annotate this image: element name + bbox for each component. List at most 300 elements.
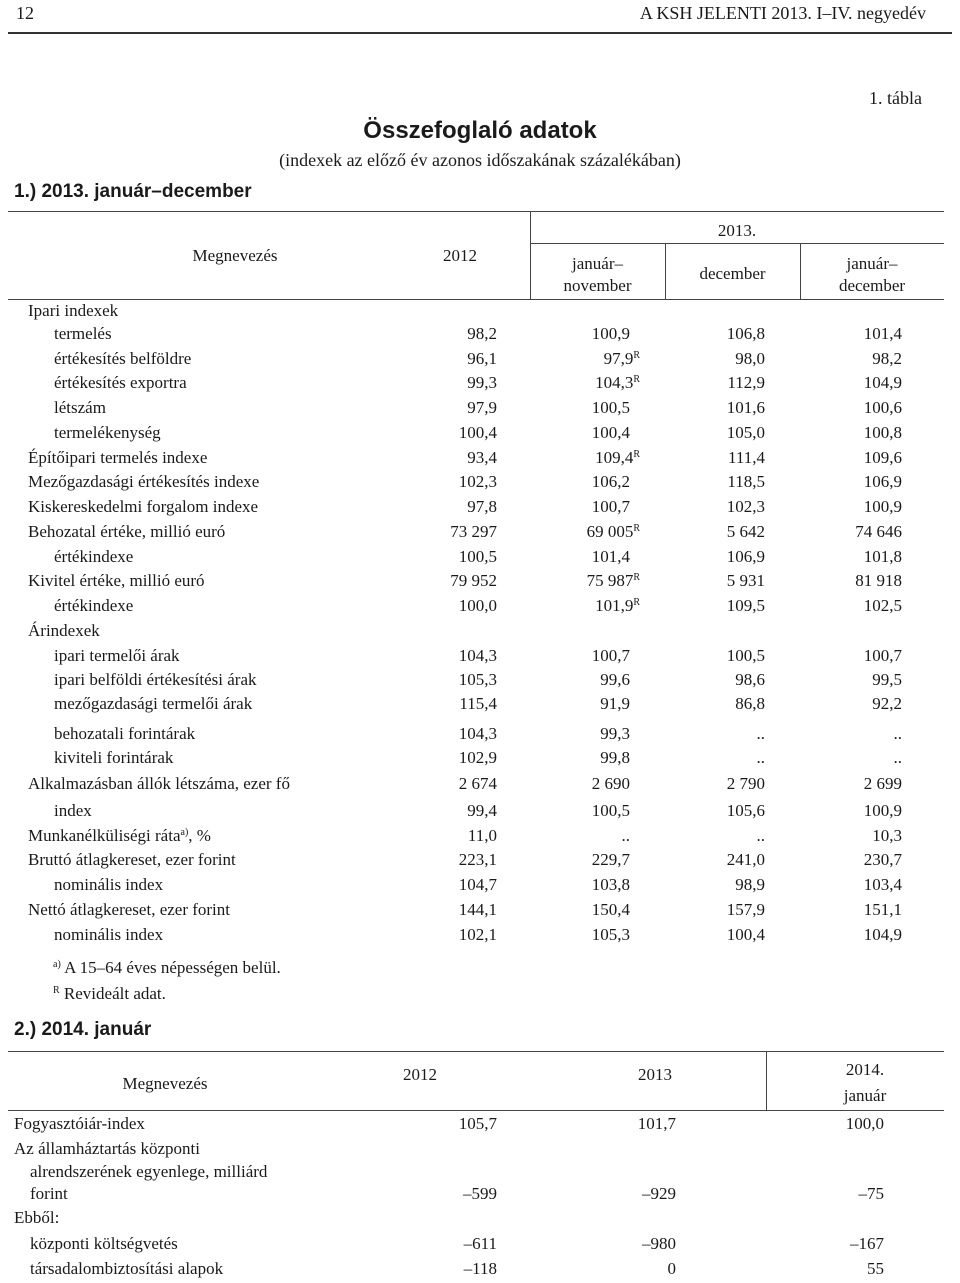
revised-mark: R [633,449,640,460]
cell-value: 106,2 [591,472,630,491]
table-cell [592,925,630,945]
col-header-2012: 2012 [403,1065,437,1084]
table-cell [592,472,630,492]
cell-value: 11,0 [467,826,497,845]
table-row [0,324,960,348]
cell-value: 98,6 [735,670,765,689]
cell-value: 100,7 [591,497,630,516]
table-cell [727,596,765,616]
table-cell [459,646,497,666]
table-cell [864,596,902,616]
table-row [0,571,960,595]
table-cell [872,349,902,369]
table-row [0,801,960,825]
table-cell [864,497,902,517]
table-row [0,497,960,521]
footnote-mark: a) [53,959,61,970]
table-cell [727,472,765,492]
cell-value: 99,6 [600,670,630,689]
label-superscript: a) [180,827,189,838]
row-label-text: Nettó átlagkereset, ezer forint [28,900,231,919]
row-label [28,522,225,542]
cell-value: 2 690 [591,774,630,793]
table-cell [459,774,497,794]
table-cell [872,670,902,690]
cell-value: 104,3 [595,373,634,392]
section2-heading: 2.) 2014. január [14,1019,152,1040]
row-label [54,398,106,418]
row-label-text: értékesítés belföldre [54,349,192,368]
table-cell [467,398,497,418]
table-top-rule [8,211,944,212]
table-cell [467,349,497,369]
col-header-2014-jan [800,1059,930,1107]
cell-value: 98,9 [735,875,765,894]
table-cell [592,497,630,517]
row-label [54,748,173,768]
row-label [28,301,118,321]
cell-value: 86,8 [735,694,765,713]
footnote-r [53,984,166,1004]
table-row [0,646,960,670]
cell-value: 105,6 [726,801,765,820]
table-cell: –167 [850,1234,884,1253]
row-label-text: mezőgazdasági termelői árak [54,694,253,713]
cell-value: 100,9 [863,801,902,820]
cell-value: 2 674 [458,774,497,793]
cell-value: 223,1 [458,850,497,869]
row-label [54,724,195,744]
col-header-jan-nov-line1: január– [572,254,623,273]
table-cell [727,850,765,870]
row-label-text: Építőipari termelés indexe [28,448,208,467]
page-number: 12 [16,3,34,23]
table-cell [459,472,497,492]
cell-value: 109,5 [726,596,765,615]
row-label-text: Kivitel értéke, millió euró [28,571,205,590]
table-row [0,522,960,546]
table-row [0,694,960,718]
table-cell [864,900,902,920]
table-cell [595,596,640,616]
table-cell [864,472,902,492]
table-cell [450,522,497,542]
cell-value: 96,1 [467,349,497,368]
row-label-text: létszám [54,398,106,417]
cell-value: .. [621,826,630,845]
cell-value: 97,8 [467,497,497,516]
col-header-jan-dec-line1: január– [846,254,898,273]
row-label-text: Bruttó átlagkereset, ezer forint [28,850,236,869]
cell-value: 100,0 [458,596,497,615]
col-header-2014-line2: január [843,1086,887,1105]
table-cell [864,774,902,794]
table-cell: –611 [463,1234,497,1253]
table-cell [587,571,640,591]
row-label-text: nominális index [54,925,164,944]
table-cell [459,900,497,920]
table-cell [468,826,497,846]
cell-value: 105,3 [591,925,630,944]
col-header-december: december [699,264,766,283]
table-cell [864,398,902,418]
row-label [28,621,100,641]
cell-value: 100,8 [863,423,902,442]
table-cell [592,423,630,443]
cell-value: 100,6 [863,398,902,417]
table-row [0,774,960,798]
col-header-2013: 2013 [638,1065,672,1084]
cell-value: .. [756,826,765,845]
table-cell [735,694,765,714]
table-top-rule [8,1051,944,1052]
table-cell: –929 [642,1184,676,1203]
table-number: 1. tábla [869,88,922,108]
table-row [0,670,960,694]
table-cell [592,646,630,666]
cell-value: .. [756,748,765,767]
cell-value: 104,9 [863,925,902,944]
table-cell [592,774,630,794]
table-cell [467,373,497,393]
cell-value: .. [893,724,902,743]
row-label [54,670,257,690]
table-cell [864,925,902,945]
cell-value: 106,8 [726,324,765,343]
cell-value: 157,9 [726,900,765,919]
table-cell [864,646,902,666]
table-cell: 55 [867,1259,884,1278]
row-label [54,373,187,393]
cell-value: 100,7 [591,646,630,665]
row-label [28,826,211,846]
cell-value: .. [893,748,902,767]
table-cell: 101,7 [637,1114,676,1133]
page-title: Összefoglaló adatok [363,117,597,144]
cell-value: 100,9 [591,324,630,343]
table-cell [757,724,766,744]
cell-value: 106,9 [863,472,902,491]
cell-value: 102,1 [458,925,497,944]
table-row [0,621,960,645]
table-cell: 105,7 [458,1114,497,1133]
label-suffix: , % [188,826,211,845]
table-cell [459,724,497,744]
cell-value: 75 987 [586,571,634,590]
cell-value: 106,9 [726,547,765,566]
row-label-text: nominális index [54,875,164,894]
row-label-text: behozatali forintárak [54,724,196,743]
cell-value: 103,4 [863,875,902,894]
table-cell [727,324,765,344]
table-cell [600,670,630,690]
table-row [0,850,960,874]
table-cell [595,448,640,468]
row-label [28,900,230,920]
table-cell [600,724,630,744]
table-cell [459,925,497,945]
header-bottom-rule [8,299,944,300]
cell-value: 109,4 [595,448,634,467]
table-cell [727,373,765,393]
cell-value: 100,4 [591,423,630,442]
table-row [0,423,960,447]
table-cell [459,875,497,895]
cell-value: 101,6 [726,398,765,417]
table-cell [864,875,902,895]
table-cell: 0 [667,1259,676,1278]
table-cell [592,801,630,821]
table-cell [864,423,902,443]
cell-value: 102,9 [458,748,497,767]
row-label [54,324,112,344]
cell-value: 101,9 [595,596,634,615]
row-label: központi költségvetés [30,1234,178,1253]
col-header-jan-dec-line2: december [838,276,906,295]
header-divider [766,1051,767,1110]
cell-value: 10,3 [872,826,902,845]
cell-value: 100,5 [591,801,630,820]
table-cell [459,748,497,768]
table-cell [592,875,630,895]
publication-title: A KSH JELENTI 2013. I–IV. negyedév [639,3,926,23]
table-cell: –75 [858,1184,884,1203]
cell-value: .. [756,724,765,743]
cell-value: 2 699 [863,774,902,793]
row-label [28,850,236,870]
row-label [54,596,133,616]
cell-value: 98,2 [467,324,497,343]
revised-mark: R [633,572,640,583]
cell-value: 100,4 [458,423,497,442]
row-label [28,472,259,492]
table-cell [864,324,902,344]
cell-value: 92,2 [872,694,902,713]
row-label-text: Behozatal értéke, millió euró [28,522,226,541]
row-label-text: Munkanélküliségi ráta [28,826,181,845]
cell-value: 93,4 [467,448,497,467]
table-cell [595,373,640,393]
row-label-text: Mezőgazdasági értékesítés indexe [28,472,260,491]
row-label-text: Kiskereskedelmi forgalom indexe [28,497,259,516]
cell-value: 104,7 [458,875,497,894]
row-label: Az államháztartás központi [14,1139,200,1158]
cell-value: 100,7 [863,646,902,665]
table-row [0,373,960,397]
table-cell [728,448,765,468]
cell-value: 100,5 [591,398,630,417]
cell-value: 105,0 [726,423,765,442]
row-label-text: kiviteli forintárak [54,748,174,767]
row-label [54,547,133,567]
col-header-2012: 2012 [443,246,477,265]
table-cell [727,571,765,591]
col-header-2014-line1: 2014. [845,1060,885,1079]
row-label [54,925,163,945]
table-row [0,1139,960,1163]
cell-value: 104,3 [458,646,497,665]
cell-value: 99,8 [600,748,630,767]
table-cell [864,547,902,567]
cell-value: 98,2 [872,349,902,368]
table-cell [864,373,902,393]
table-cell [592,398,630,418]
table-cell [735,349,765,369]
table-cell [894,748,903,768]
cell-value: 101,4 [591,547,630,566]
cell-value: 100,4 [726,925,765,944]
cell-value: 101,4 [863,324,902,343]
cell-value: 101,8 [863,547,902,566]
row-label-text: értékindexe [54,547,134,566]
table-cell [757,748,766,768]
table-row [0,748,960,772]
cell-value: 69 005 [586,522,634,541]
table-row [0,826,960,850]
col-header-2013-group: 2013. [717,221,757,240]
cell-value: 150,4 [591,900,630,919]
cell-value: 151,1 [863,900,902,919]
cell-value: 100,9 [863,497,902,516]
table-row [0,1234,960,1258]
table-row [0,1114,960,1138]
table-cell [757,826,766,846]
cell-value: 144,1 [458,900,497,919]
col-header-name: Megnevezés [192,246,278,265]
table-cell [450,571,497,591]
table-cell [467,801,497,821]
table-cell [727,774,765,794]
cell-value: 109,6 [863,448,902,467]
table-row [0,724,960,748]
table-cell [604,349,640,369]
table-cell [600,694,630,714]
table-row [0,1259,960,1283]
col-header-jan-dec [800,253,944,297]
cell-value: 99,3 [600,724,630,743]
table-cell [864,801,902,821]
revised-mark: R [633,597,640,608]
table-cell [864,448,902,468]
row-label [54,694,252,714]
table-cell [727,801,765,821]
cell-value: 115,4 [459,694,497,713]
row-label: Ebből: [14,1208,60,1227]
cell-value: 98,0 [735,349,765,368]
cell-value: 81 918 [855,571,902,590]
cell-value: 99,4 [467,801,497,820]
table-cell [459,850,497,870]
row-label-text: értékesítés exportra [54,373,187,392]
table-cell [727,522,765,542]
table-cell [727,398,765,418]
table-cell [587,522,640,542]
revised-mark: R [633,350,640,361]
header-bottom-rule [8,1110,944,1111]
footnote-text: A 15–64 éves népességen belül. [64,958,281,977]
row-label-text: termelés [54,324,112,343]
table-cell [592,547,630,567]
table-cell [864,850,902,870]
table-cell [600,748,630,768]
group-rule [530,243,944,244]
row-label: Fogyasztóiár-index [14,1114,145,1133]
footnote-a [53,958,281,978]
col-header-jan-nov-line2: november [563,276,632,295]
cell-value: 97,9 [603,349,634,368]
table-row [0,472,960,496]
section1-heading: 1.) 2013. január–december [14,181,252,202]
table-row [0,349,960,373]
table-row [0,1208,960,1232]
cell-value: 118,5 [727,472,765,491]
table-cell [459,596,497,616]
cell-value: 102,5 [863,596,902,615]
table-cell [735,875,765,895]
table-cell: –599 [463,1184,497,1203]
table-cell [855,522,902,542]
table-row [0,448,960,472]
row-label-text: ipari belföldi értékesítési árak [54,670,257,689]
cell-value: 99,5 [872,670,902,689]
table-cell: 100,0 [845,1114,884,1133]
row-label: társadalombiztosítási alapok [30,1259,224,1278]
footnote-text: Revideált adat. [63,984,166,1003]
table-row [0,596,960,620]
table-cell [727,497,765,517]
cell-value: 229,7 [591,850,630,869]
cell-value: 79 952 [450,571,497,590]
row-label-text: termelékenység [54,423,161,442]
cell-value: 105,3 [458,670,497,689]
row-label-text: Ipari indexek [28,301,119,320]
row-label-text: Alkalmazásban állók létszáma, ezer fő [28,774,290,793]
row-label [54,423,161,443]
table-row [0,1162,960,1186]
table-cell [459,547,497,567]
table-cell [872,694,902,714]
row-label-text: index [54,801,92,820]
row-label-text: Árindexek [28,621,100,640]
footnote-mark: R [53,985,60,996]
table-cell [459,694,497,714]
table-cell [727,900,765,920]
row-label [54,349,191,369]
table-row [0,301,960,325]
table-cell [872,826,902,846]
row-label [54,646,180,666]
row-label [28,448,207,468]
table-cell [727,547,765,567]
table-cell [592,900,630,920]
cell-value: 99,3 [467,373,497,392]
cell-value: 112,9 [727,373,765,392]
table-cell [727,423,765,443]
page-subtitle: (indexek az előző év azonos időszakának százalékában) [279,150,681,170]
table-cell [727,646,765,666]
cell-value: 74 646 [855,522,902,541]
row-label [54,875,163,895]
table-cell [467,324,497,344]
table-row [0,398,960,422]
cell-value: 97,9 [467,398,497,417]
cell-value: 230,7 [863,850,902,869]
table-row [0,1184,960,1208]
table-cell [467,448,497,468]
row-label [28,571,205,591]
row-label-text: értékindexe [54,596,134,615]
revised-mark: R [633,523,640,534]
